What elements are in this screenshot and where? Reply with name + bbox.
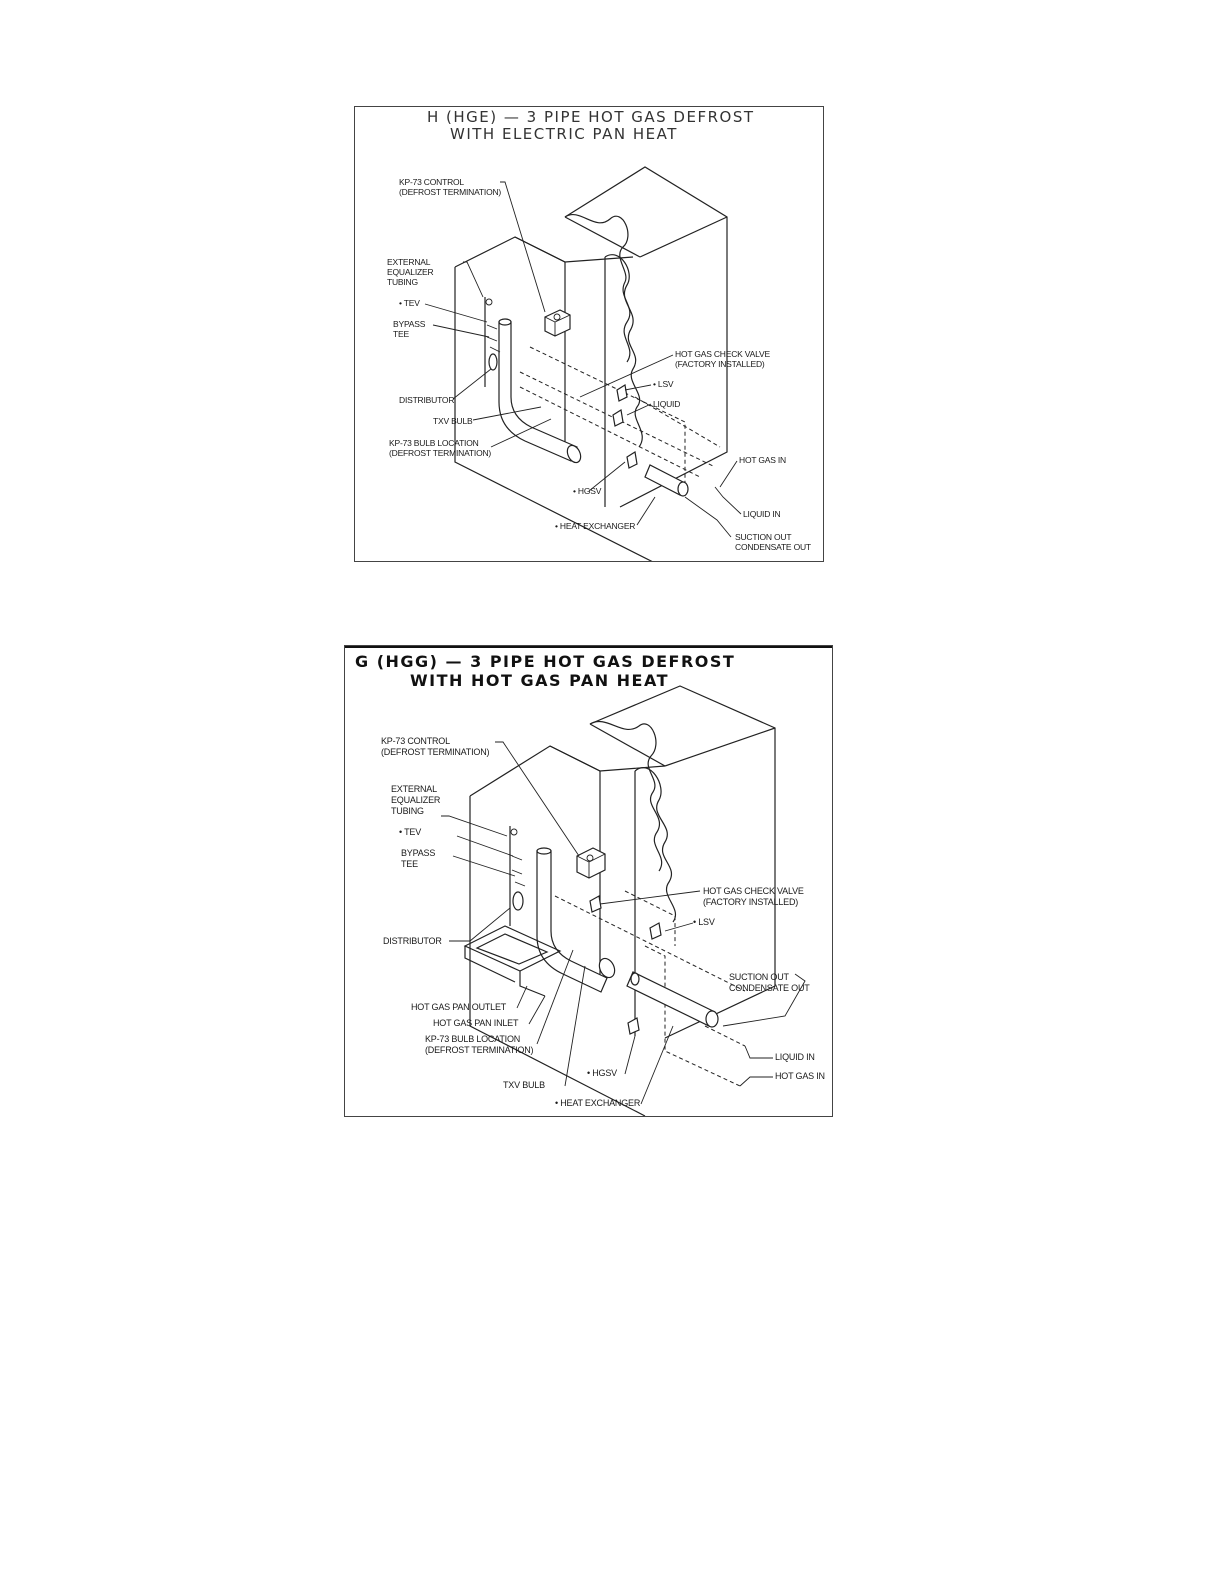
label-distributor: DISTRIBUTOR [383, 936, 442, 946]
label-kp73-control: KP-73 CONTROL (DEFROST TERMINATION) [399, 177, 502, 197]
label-distributor: DISTRIBUTOR [399, 395, 455, 405]
label-liquid-in: LIQUID IN [743, 509, 781, 519]
label-tev: • TEV [399, 827, 421, 837]
diagram-title-line1: G (HGG) — 3 PIPE HOT GAS DEFROST [355, 652, 736, 671]
diagram-hge [354, 106, 824, 562]
label-suction-out: SUCTION OUT CONDENSATE OUT [735, 532, 811, 552]
label-hot-gas-check-valve: HOT GAS CHECK VALVE (FACTORY INSTALLED) [703, 886, 804, 907]
label-hot-gas-check-valve: HOT GAS CHECK VALVE (FACTORY INSTALLED) [675, 349, 770, 369]
label-hgsv: • HGSV [573, 486, 602, 496]
label-hot-gas-in: HOT GAS IN [775, 1071, 825, 1081]
label-kp73-bulb-location: KP-73 BULB LOCATION (DEFROST TERMINATION) [389, 438, 492, 458]
diagram-hgg [344, 645, 833, 1117]
label-hgsv: • HGSV [587, 1068, 617, 1078]
diagram-title-line1: H (HGE) — 3 PIPE HOT GAS DEFROST [427, 108, 755, 126]
diagram-title-line2: WITH HOT GAS PAN HEAT [410, 671, 670, 690]
label-txv-bulb: TXV BULB [503, 1080, 545, 1090]
label-liquid-in: LIQUID IN [775, 1052, 815, 1062]
label-suction-out: SUCTION OUT CONDENSATE OUT [729, 972, 810, 993]
label-external-equalizer: EXTERNAL EQUALIZER TUBING [391, 784, 441, 816]
label-liquid: LIQUID [653, 399, 681, 409]
diagram-title-line2: WITH ELECTRIC PAN HEAT [450, 125, 678, 143]
label-bypass-tee: BYPASS TEE [393, 319, 426, 339]
label-lsv: • LSV [653, 379, 674, 389]
label-bypass-tee: BYPASS TEE [401, 848, 436, 869]
label-hot-gas-pan-inlet: HOT GAS PAN INLET [433, 1018, 519, 1028]
label-heat-exchanger: • HEAT EXCHANGER [555, 1098, 641, 1108]
label-kp73-bulb-location: KP-73 BULB LOCATION (DEFROST TERMINATION) [425, 1034, 534, 1055]
label-heat-exchanger: • HEAT EXCHANGER [555, 521, 636, 531]
label-kp73-control: KP-73 CONTROL (DEFROST TERMINATION) [381, 736, 490, 757]
label-hot-gas-pan-outlet: HOT GAS PAN OUTLET [411, 1002, 507, 1012]
label-external-equalizer: EXTERNAL EQUALIZER TUBING [387, 257, 434, 287]
label-txv-bulb: TXV BULB [433, 416, 473, 426]
label-tev: • TEV [399, 298, 420, 308]
label-hot-gas-in: HOT GAS IN [739, 455, 786, 465]
hgg-drawing [345, 646, 833, 1117]
label-lsv: • LSV [693, 917, 715, 927]
